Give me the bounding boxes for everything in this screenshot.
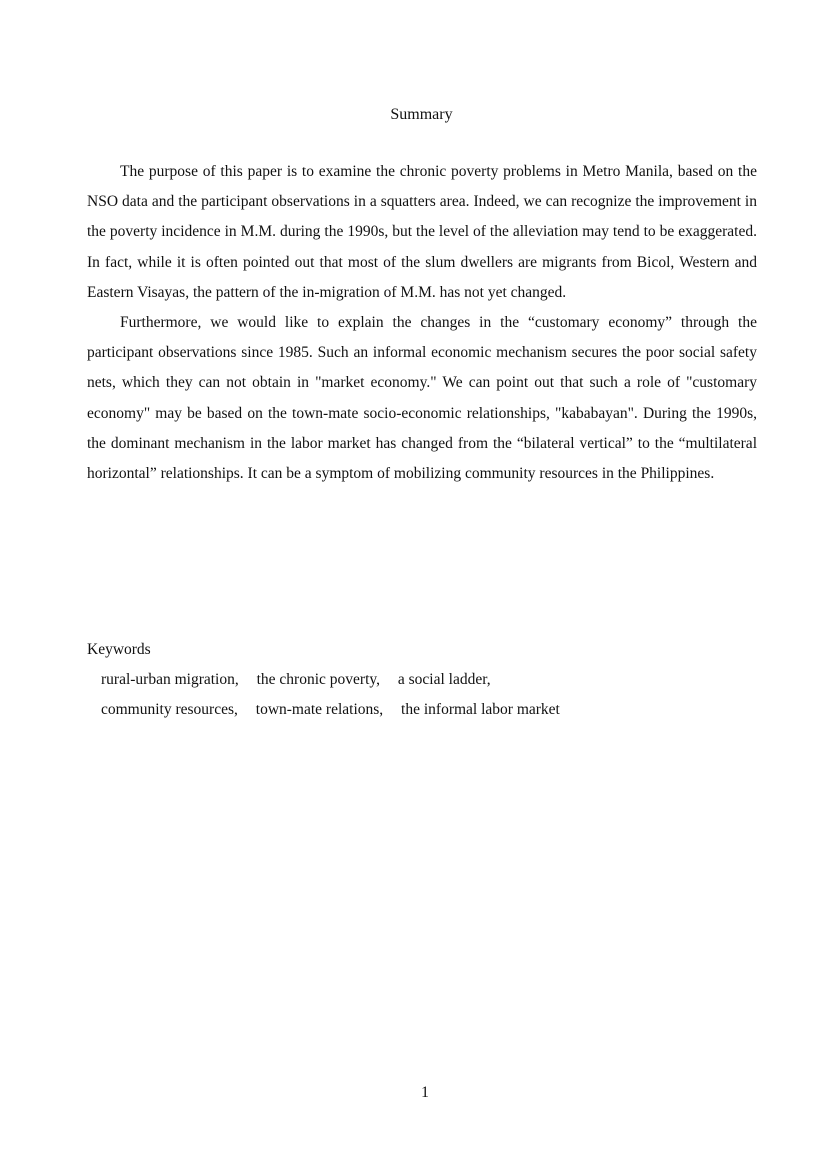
keywords-line-1 [101,669,505,691]
keyword-community-resources: community resources, [101,701,238,718]
summary-title: Summary [390,106,453,123]
keyword-town-mate-relations: town-mate relations, [255,701,384,718]
summary-body [87,157,757,489]
keyword-rural-urban-migration: rural-urban migration, [101,671,239,688]
keywords-heading: Keywords [87,641,151,658]
page-number: 1 [421,1084,429,1101]
keywords-line-2 [101,699,574,721]
summary-paragraph-1: The purpose of this paper is to examine the chronic poverty problems in Metro Manila, based on the NSO data and the participant observations in a squatters area. Indeed, we can recognize the improvement in the poverty incidence in M.M. during the 1990s, but the level of the alleviation may tend to be exaggerated. In fact, while it is often pointed out that most of the slum dwellers are migrants from Bicol, Western and Eastern Visayas, the pattern of the in-migration of M.M. has not yet changed. [87,163,757,301]
keyword-informal-labor-market: the informal labor market [401,701,560,718]
summary-paragraph-2: Furthermore, we would like to explain the changes in the “customary economy” through the participant observations since 1985. Such an informal economic mechanism secures the poor social safety nets, which they can not obtain in "market economy." We can point out that such a role of "customary economy" may be based on the town-mate socio-economic relationships, "kababayan". During the 1990s, the dominant mechanism in the labor market has changed from the “bilateral vertical” to the “multilateral horizontal” relationships. It can be a symptom of mobilizing community resources in the Philippines. [87,314,757,483]
keyword-social-ladder: a social ladder, [397,671,491,688]
keyword-chronic-poverty: the chronic poverty, [256,671,380,688]
